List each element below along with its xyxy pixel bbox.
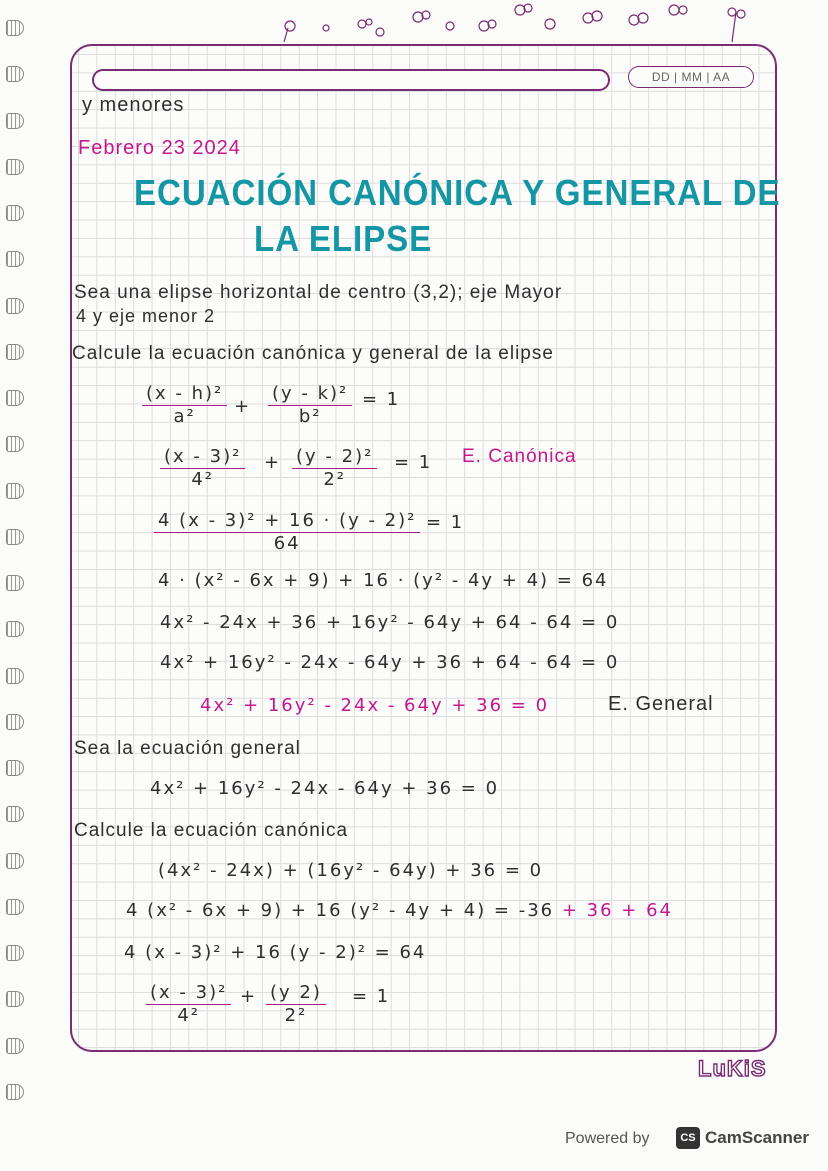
title-bar (92, 69, 610, 91)
p2-den1: 4² (177, 1005, 200, 1026)
sub-num2: (y - 2)² (292, 446, 377, 469)
camscanner-icon: CS (676, 1127, 700, 1149)
formula-eq: = 1 (362, 389, 401, 410)
lukis-logo: LuKiS (698, 1056, 767, 1081)
combined-den: 64 (273, 533, 301, 554)
sub-eq: = 1 (394, 452, 433, 473)
combined-num: 4 (x - 3)² + 16 · (y - 2)² (154, 510, 420, 533)
p2-term1 (146, 982, 231, 1027)
step2: 4x² - 24x + 36 + 16y² - 64y + 64 - 64 = 0 (160, 612, 620, 633)
formula-den2: b² (298, 406, 322, 427)
p2-num1: (x - 3)² (146, 982, 231, 1005)
formula-plus: + (234, 396, 252, 417)
step3: 4x² + 16y² - 24x - 64y + 36 + 64 - 64 = 0 (160, 652, 620, 673)
canonical-label: E. Canónica (462, 446, 577, 467)
sub-den2: 2² (323, 469, 346, 490)
p2-step1: (4x² - 24x) + (16y² - 64y) + 36 = 0 (158, 860, 544, 881)
sub-term2 (292, 446, 377, 491)
problem1-line2: 4 y eje menor 2 (76, 306, 216, 326)
powered-by-text: Powered by (565, 1130, 650, 1147)
sub-term1 (160, 446, 245, 491)
formula-term2 (268, 383, 352, 428)
p2-step2 (126, 900, 673, 921)
p2-eq: = 1 (352, 986, 391, 1007)
flower-doodles (270, 2, 760, 46)
date-text: Febrero 23 2024 (78, 137, 241, 159)
combined-eq: = 1 (426, 512, 465, 533)
p2-num2: (y 2) (266, 982, 326, 1005)
problem2-intro: Sea la ecuación general (74, 738, 301, 759)
p2-plus: + (240, 986, 258, 1007)
problem2-equation: 4x² + 16y² - 24x - 64y + 36 = 0 (150, 778, 500, 799)
p2-term2 (266, 982, 326, 1027)
problem1-question: Calcule la ecuación canónica y general de la elipse (72, 343, 554, 364)
problem1-line1: Sea una elipse horizontal de centro (3,2); eje Mayor (74, 282, 563, 303)
sub-plus: + (264, 452, 282, 473)
formula-num1: (x - h)² (142, 383, 227, 406)
camscanner-name: CamScanner (705, 1128, 809, 1147)
p2-step2-mid: -36 (518, 900, 562, 921)
page-title-line2: LA ELIPSE (254, 218, 433, 259)
date-format-box: DD | MM | AA (628, 66, 754, 88)
general-label: E. General (608, 693, 714, 715)
formula-den1: a² (173, 406, 196, 427)
general-equation: 4x² + 16y² - 24x - 64y + 36 = 0 (200, 695, 550, 716)
page-title-line1: ECUACIÓN CANÓNICA Y GENERAL DE (134, 172, 781, 213)
formula-term1 (142, 383, 227, 428)
step1: 4 · (x² - 6x + 9) + 16 · (y² - 4y + 4) = 64 (158, 570, 609, 591)
combined-fraction (154, 510, 420, 555)
p2-step3: 4 (x - 3)² + 16 (y - 2)² = 64 (124, 942, 427, 963)
sub-num1: (x - 3)² (160, 446, 245, 469)
formula-num2: (y - k)² (268, 383, 352, 406)
spiral-binding (4, 20, 26, 1100)
p2-den2: 2² (284, 1005, 308, 1026)
p2-step2-left: 4 (x² - 6x + 9) + 16 (y² - 4y + 4) = (126, 900, 519, 921)
p2-step2-right: + 36 + 64 (561, 900, 673, 921)
sub-den1: 4² (191, 469, 214, 490)
line-top: y menores (82, 94, 185, 116)
problem2-question: Calcule la ecuación canónica (74, 820, 349, 841)
